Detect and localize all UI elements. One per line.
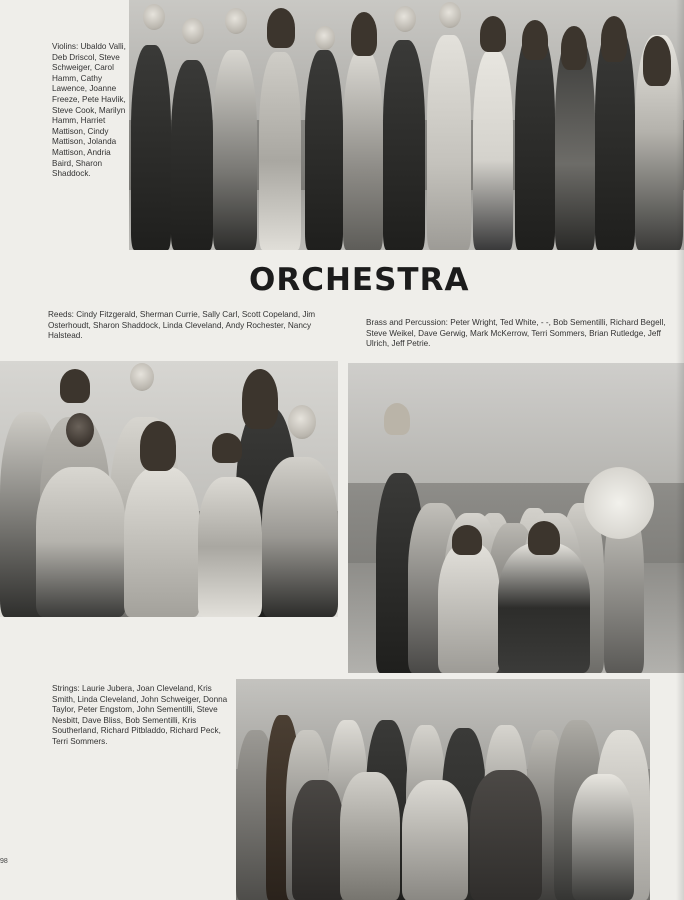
strings-caption: Strings: Laurie Jubera, Joan Cleveland, Kris Smith, Linda Cleveland, John Schweiger, Donna Taylor, Peter Engstom, John Sementilli, Steve Nesbitt, Dave Bliss, Bob Sementilli, Kris Southerland, Richard Pitbladdo, Richard Peck, Terri Sommers. (52, 684, 228, 746)
page-edge-shadow (676, 0, 684, 900)
reeds-photo (0, 361, 338, 617)
strings-photo (236, 679, 650, 900)
brass-photo (348, 363, 684, 673)
violins-caption: Violins: Ubaldo Valli, Deb Driscol, Steve Schweiger, Carol Hamm, Cathy Lawence, Joanne Freeze, Pete Havlik, Steve Cook, Marilyn Hamm, Harriet Mattison, Cindy Mattison, Jolanda Mattison, Andria Baird, Sharon Shaddock. (52, 42, 126, 179)
violins-photo (129, 0, 684, 250)
page-title: ORCHESTRA (249, 262, 470, 298)
reeds-caption: Reeds: Cindy Fitzgerald, Sherman Currie, Sally Carl, Scott Copeland, Jim Osterhoudt, Sharon Shaddock, Linda Cleveland, Andy Rochester, Nancy Halstead. (48, 310, 316, 341)
brass-caption: Brass and Percussion: Peter Wright, Ted White, - -, Bob Sementilli, Richard Begell, Steve Weikel, Dave Gerwig, Mark McKerrow, Terri Sommers, Brian Rutledge, Jeff Ulrich, Jeff Petrie. (366, 318, 666, 349)
page-number: 98 (0, 858, 8, 865)
